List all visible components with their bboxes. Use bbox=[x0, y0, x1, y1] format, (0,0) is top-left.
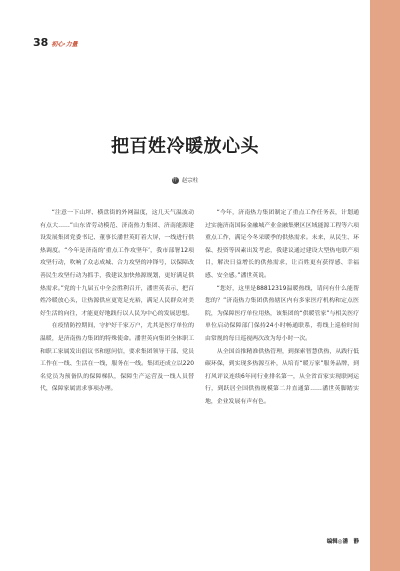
article-title: 把百姓冷暖放心头 bbox=[111, 136, 259, 157]
article-column-right bbox=[205, 207, 359, 409]
author-badge-icon: 作 bbox=[172, 176, 178, 183]
page-header bbox=[33, 36, 78, 49]
byline bbox=[0, 176, 370, 184]
paragraph: “注意一下山坪、横盘街的外网温度，这几天气温波动有点大……”山东省劳动模范、济南热力集团、济南能源建设发展集团党委书记、董事长潘世英盯着大屏，一线进行供热调度。“今年是济南的‘重点工作攻坚年’，我市部署12项攻坚行动，吹响了众志成城、合力攻坚的冲锋号，以保障改善民生攻坚行动为抓手，我建议加快热源规划，更好满足供热需求。”党的十九届五中全会胜利召开，潘世英表示，把百姓冷暖放心头，让热源供应更宽足充裕，满足人民群众对美好生活的向往，才能更好地践行以人民为中心的发展思想。 bbox=[40, 210, 194, 317]
paragraph: “今年，济南热力集团制定了重点工作任务表，计划通过实施济南国际金融城产业金融集聚区区域能源工程等六项重点工作，满足今冬采暖季的供热需求。未来，从民生、环保、投资等因素出发考虑，我建议通过建设大型热电联产项目，解决日益增长的供热需求，让百姓更有获得感、幸福感、安全感。”潘世英说。 bbox=[205, 210, 359, 279]
paragraph: 从全国首推精准供热管理，到探索智慧供热，从践行低碳环保，到实现多热源互补，从培育“暖万家”服务品牌，到打风评议连续6年同行业排名第一，从全省首家实现联网运行，到跃居全国供热规模第二并直通第……潘世英脚踏实地，企业发展有声有色。 bbox=[205, 348, 359, 405]
editor-credit: 编辑◎潘 静 bbox=[326, 539, 359, 545]
author-name: 赵宗柱 bbox=[181, 178, 199, 184]
side-color-strip bbox=[370, 0, 400, 571]
article-column-left bbox=[40, 207, 194, 396]
paragraph: 在疫情防控期间，守护好千家万户，尤其是医疗单位的温暖，是济南热力集团的特殊使命。潘世英向集团全体职工和职工家属发出倡议书和慰问信，要求集团领导干部、党员工作在一线、生活在一线，服务在一线。集团还成立以220名党员为预备队的保障梯队，保障生产运营及一线人员替代，保障家属需求事项办理。 bbox=[40, 323, 194, 393]
paragraph: “您好，这里是88812319温暖热线，请问有什么能帮您的？”济南热力集团供热辖区内有多家医疗机构和定点医院，为保障医疗单位用热，该集团的“供暖管家”与相关医疗单位启动保障部门保持24小时畅通联系，将线上巡检时间由常规的每日巡视两次改为每小时一次。 bbox=[205, 285, 359, 342]
section-label: 初心·力量 bbox=[51, 41, 78, 48]
page-number: 38 bbox=[33, 36, 49, 49]
